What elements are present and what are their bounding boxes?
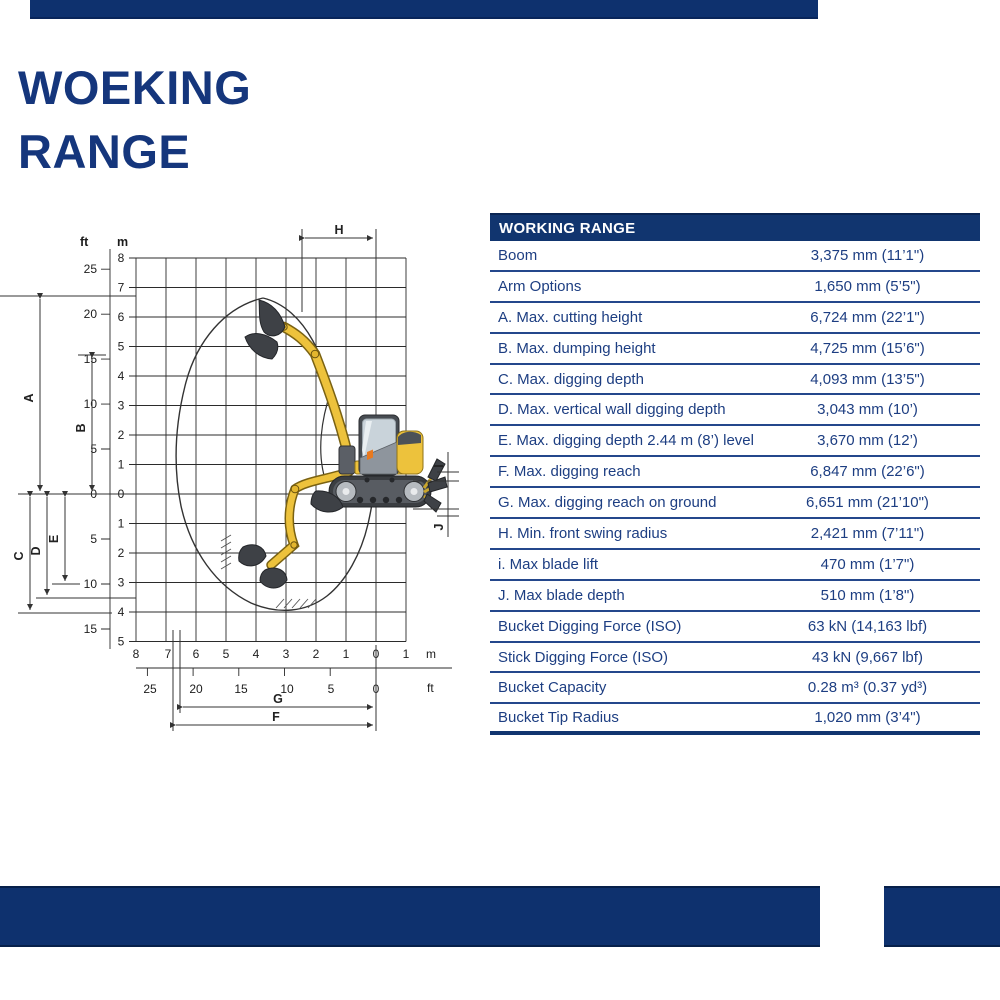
table-row <box>490 643 980 674</box>
table-row <box>490 272 980 303</box>
table-row <box>490 426 980 457</box>
spec-value: 6,651 mm (21’10") <box>806 494 929 512</box>
spec-value: 3,375 mm (11’1") <box>810 246 925 264</box>
ft-tick: 20 <box>189 682 203 696</box>
left-m-ticks <box>129 258 136 642</box>
ft-tick: 15 <box>83 622 97 636</box>
bottom-accent-bar-right <box>884 886 1000 947</box>
dim-label-G: G <box>273 692 283 706</box>
working-range-diagram <box>0 222 480 752</box>
m-tick: 5 <box>117 339 125 354</box>
bottom-m-unit: m <box>426 647 436 661</box>
spec-value: 0.28 m³ (0.37 yd³) <box>807 679 928 697</box>
m-tick: 4 <box>117 369 125 383</box>
m-tick: 7 <box>117 280 125 295</box>
spec-label: i. Max blade lift <box>498 555 599 573</box>
spec-value: 1,020 mm (3’4") <box>814 709 921 727</box>
m-tick: 1 <box>117 457 125 472</box>
table-row <box>490 334 980 365</box>
ft-tick: 25 <box>143 682 157 696</box>
spec-label: E. Max. digging depth 2.44 m (8’) level <box>498 432 754 450</box>
table-row <box>490 395 980 426</box>
spec-label: Boom <box>498 246 538 264</box>
ground-hatch <box>276 599 316 608</box>
spec-label: F. Max. digging reach <box>498 463 641 481</box>
spec-value: 4,093 mm (13’5") <box>810 370 925 388</box>
spec-label: C. Max. digging depth <box>498 370 644 388</box>
page-title <box>18 56 251 184</box>
m-tick: 7 <box>164 647 172 661</box>
spec-label: J. Max blade depth <box>498 586 625 604</box>
bottom-ft-axis <box>136 668 452 676</box>
spec-label: Arm Options <box>498 277 582 295</box>
spec-value: 3,670 mm (12’) <box>817 432 918 450</box>
m-tick: 4 <box>252 647 260 661</box>
spec-label: Stick Digging Force (ISO) <box>498 648 669 666</box>
m-tick: 2 <box>117 428 125 442</box>
ft-tick: 25 <box>83 262 97 276</box>
m-tick: 2 <box>312 647 320 661</box>
m-tick: 6 <box>117 310 125 324</box>
dim-label-E: E <box>47 534 61 544</box>
table-row <box>490 581 980 612</box>
ft-tick: 5 <box>327 682 335 696</box>
table-row <box>490 673 980 704</box>
table-row <box>490 457 980 488</box>
m-tick: 3 <box>282 647 290 661</box>
bottom-accent-bar-left <box>0 886 820 947</box>
dim-label-H: H <box>334 223 344 237</box>
spec-value: 470 mm (1’7") <box>820 555 915 573</box>
m-tick: 5 <box>117 634 125 649</box>
m-tick: 6 <box>192 647 200 661</box>
table-row <box>490 303 980 334</box>
m-tick: 1 <box>402 647 410 661</box>
working-range-spec-table <box>490 213 980 735</box>
ft-tick: 10 <box>83 397 97 411</box>
left-axis-m-unit: m <box>117 235 129 249</box>
ft-tick: 0 <box>90 487 97 501</box>
m-tick: 0 <box>117 487 125 501</box>
dim-label-B: B <box>74 423 88 433</box>
spec-value: 1,650 mm (5’5") <box>814 277 921 295</box>
ft-tick: 5 <box>90 442 97 456</box>
spec-label: H. Min. front swing radius <box>498 524 668 542</box>
dim-label-F: F <box>272 710 280 724</box>
spec-label: Bucket Digging Force (ISO) <box>498 617 682 635</box>
spec-value: 6,847 mm (22’6") <box>810 463 925 481</box>
dim-label-C: C <box>12 551 26 561</box>
m-tick: 8 <box>132 647 140 661</box>
page-title-line2: RANGE <box>18 125 191 178</box>
spec-value: 63 kN (14,163 lbf) <box>807 617 928 635</box>
dim-label-J: J <box>432 523 446 531</box>
m-tick: 1 <box>342 647 350 661</box>
dim-label-A: A <box>22 393 36 403</box>
dim-label-D: D <box>29 546 43 556</box>
left-ft-ticks <box>101 269 110 629</box>
m-tick: 2 <box>117 546 125 560</box>
spec-label: D. Max. vertical wall digging depth <box>498 401 726 419</box>
ft-tick: 0 <box>372 682 380 696</box>
table-row <box>490 365 980 396</box>
ft-tick: 10 <box>83 577 97 591</box>
ft-tick: 10 <box>280 682 294 696</box>
m-tick: 8 <box>117 251 125 265</box>
table-row <box>490 241 980 272</box>
m-tick: 1 <box>117 516 125 531</box>
spec-value: 510 mm (1’8") <box>820 586 915 604</box>
table-row <box>490 612 980 643</box>
top-accent-bar <box>30 0 818 19</box>
m-tick: 3 <box>117 575 125 590</box>
spec-label: B. Max. dumping height <box>498 339 656 357</box>
m-tick: 5 <box>222 647 230 661</box>
spec-value: 3,043 mm (10’) <box>817 401 918 419</box>
excavator-illustration <box>329 415 447 512</box>
table-row <box>490 488 980 519</box>
ft-tick: 15 <box>234 682 248 696</box>
table-header: WORKING RANGE <box>490 213 980 241</box>
table-row <box>490 550 980 581</box>
dim-label-I: I <box>432 464 446 468</box>
ft-tick: 20 <box>83 307 97 321</box>
spec-value: 2,421 mm (7’11") <box>810 524 925 542</box>
excavator-boom-positions <box>271 324 351 565</box>
m-tick: 0 <box>372 647 380 661</box>
spec-value: 6,724 mm (22’1") <box>810 308 925 326</box>
spec-value: 4,725 mm (15’6") <box>810 339 925 357</box>
spec-label: Bucket Tip Radius <box>498 709 619 727</box>
table-row <box>490 704 980 735</box>
spec-label: A. Max. cutting height <box>498 308 643 326</box>
spec-value: 43 kN (9,667 lbf) <box>812 648 923 666</box>
spec-label: G. Max. digging reach on ground <box>498 494 717 512</box>
left-axis-ft-unit: ft <box>80 235 89 249</box>
page-title-line1: WOEKING <box>18 61 252 114</box>
table-row <box>490 519 980 550</box>
ft-tick: 15 <box>83 352 97 366</box>
bottom-ft-unit: ft <box>427 681 434 695</box>
m-tick: 4 <box>117 605 125 619</box>
m-tick: 3 <box>117 398 125 413</box>
spec-label: Bucket Capacity <box>498 679 607 697</box>
ft-tick: 5 <box>90 532 97 546</box>
